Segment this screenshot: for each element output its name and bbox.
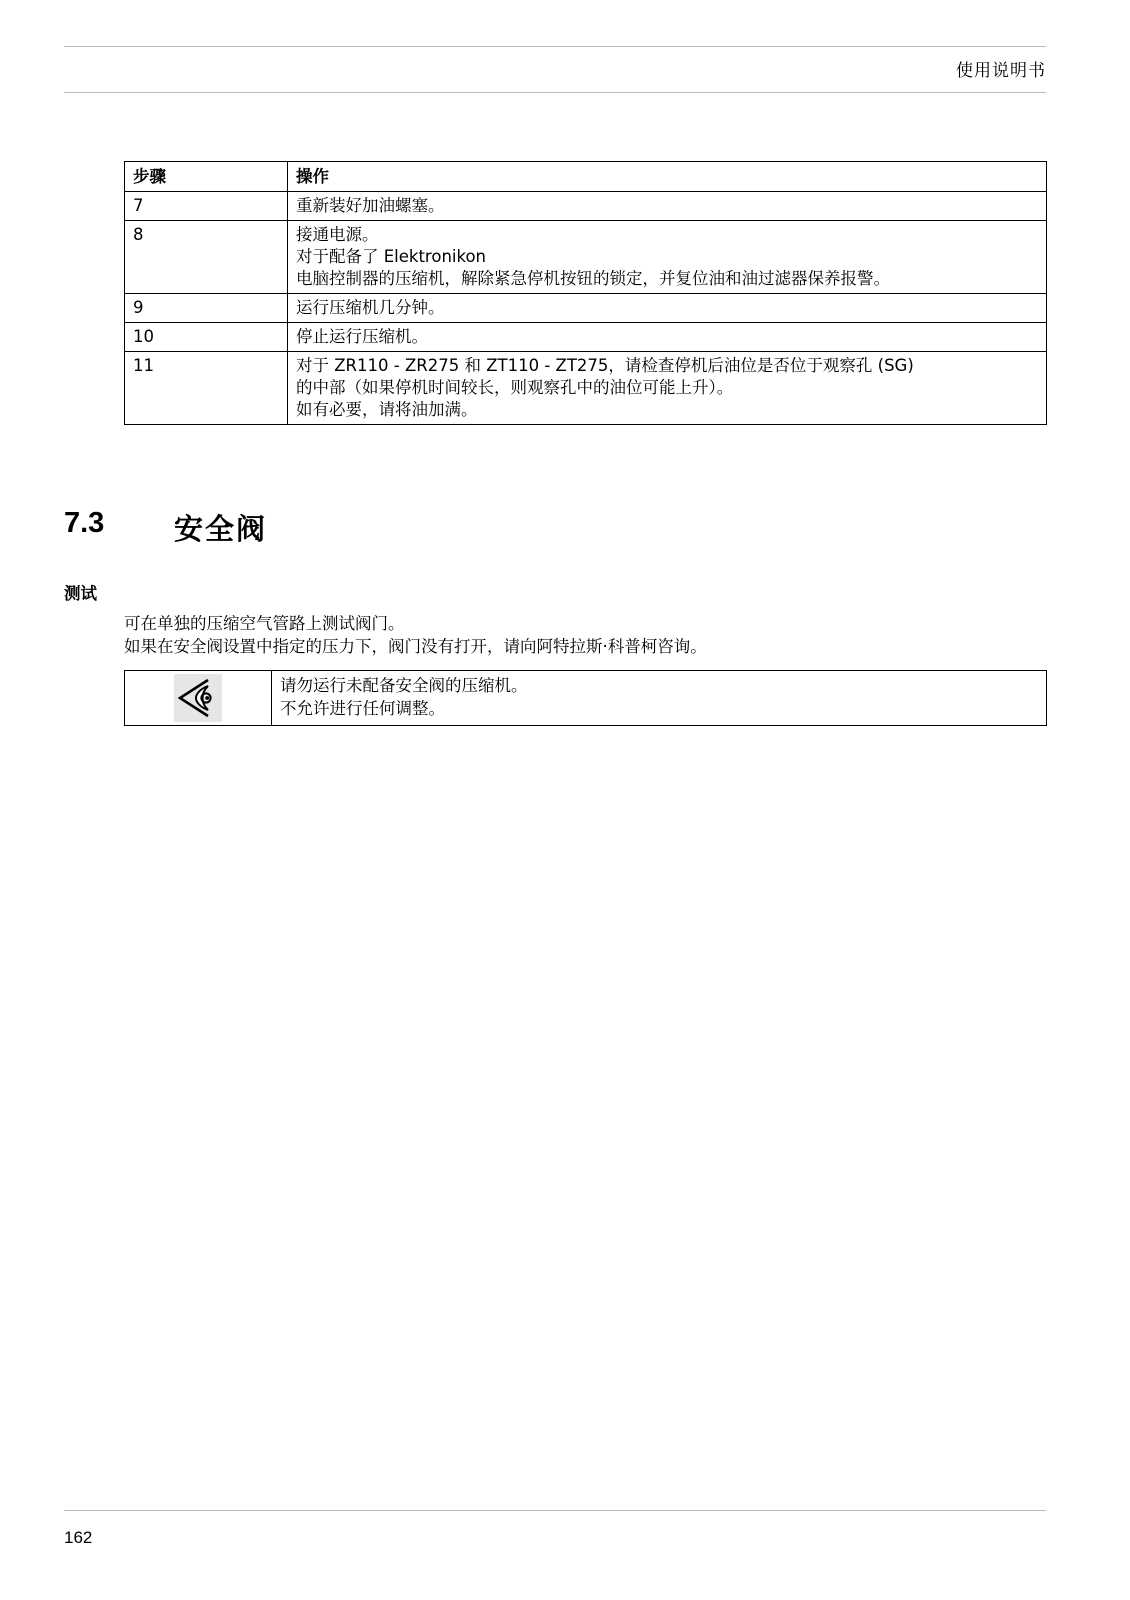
paragraph-line: 可在单独的压缩空气管路上测试阀门。 <box>124 614 405 633</box>
step-action <box>288 323 1047 352</box>
document-title: 使用说明书 <box>956 61 1046 81</box>
paragraph-line: 如果在安全阀设置中指定的压力下，阀门没有打开，请向阿特拉斯·科普柯咨询。 <box>124 637 707 656</box>
warning-eye-icon <box>174 674 222 722</box>
action-line: 停止运行压缩机。 <box>296 327 428 346</box>
step-number: 10 <box>125 323 288 352</box>
warning-text <box>272 671 1047 726</box>
action-line: 的中部（如果停机时间较长，则观察孔中的油位可能上升）。 <box>296 378 734 397</box>
action-line: 重新装好加油螺塞。 <box>296 196 445 215</box>
step-action <box>288 294 1047 323</box>
table-row <box>125 323 1047 352</box>
action-line: 如有必要，请将油加满。 <box>296 400 478 419</box>
step-action <box>288 192 1047 221</box>
page-number: 162 <box>64 1528 93 1547</box>
table-row <box>125 294 1047 323</box>
step-action <box>288 221 1047 294</box>
steps-table <box>124 161 1047 425</box>
action-line: 接通电源。 <box>296 225 379 244</box>
table-row <box>125 352 1047 425</box>
header-top-rule <box>64 46 1046 47</box>
step-column-header: 步骤 <box>125 162 288 192</box>
warning-line: 请勿运行未配备安全阀的压缩机。 <box>280 676 528 695</box>
step-number: 8 <box>125 221 288 294</box>
step-number: 7 <box>125 192 288 221</box>
action-line: 电脑控制器的压缩机，解除紧急停机按钮的锁定，并复位油和油过滤器保养报警。 <box>296 269 890 288</box>
table-row <box>125 192 1047 221</box>
warning-line: 不允许进行任何调整。 <box>280 699 445 718</box>
section-paragraph <box>124 612 707 658</box>
section-number: 7.3 <box>64 507 105 539</box>
subsection-heading: 测试 <box>64 584 97 603</box>
step-action <box>288 352 1047 425</box>
table-header-row <box>125 162 1047 192</box>
action-column-header: 操作 <box>288 162 1047 192</box>
step-number: 9 <box>125 294 288 323</box>
section-title: 安全阀 <box>174 512 268 546</box>
footer-rule <box>64 1510 1046 1511</box>
action-line: 运行压缩机几分钟。 <box>296 298 445 317</box>
warning-row <box>125 671 1047 726</box>
action-line: 对于配备了 Elektronikon <box>296 247 487 266</box>
header-bottom-rule <box>64 92 1046 93</box>
table-row <box>125 221 1047 294</box>
step-number: 11 <box>125 352 288 425</box>
warning-icon-cell <box>125 671 272 726</box>
warning-table <box>124 670 1047 726</box>
action-line: 对于 ZR110 - ZR275 和 ZT110 - ZT275，请检查停机后油位是否位于观察孔 (SG) <box>296 356 914 375</box>
